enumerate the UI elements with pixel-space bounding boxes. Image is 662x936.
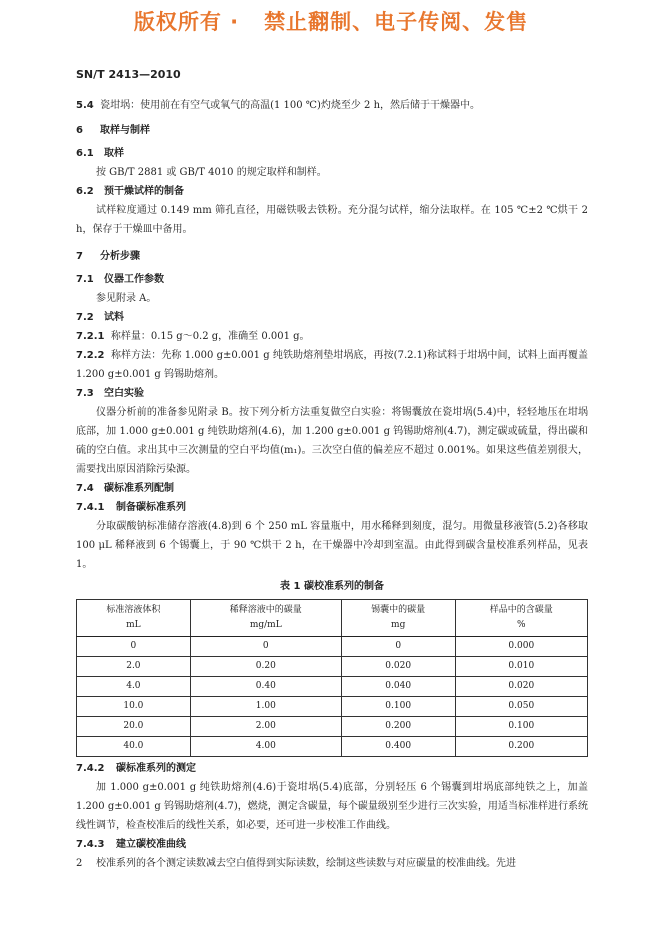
table-cell: 0.400	[341, 737, 455, 757]
column-header	[77, 600, 191, 637]
clause-7-2-1	[76, 327, 588, 346]
clause-7-4-heading	[76, 479, 588, 498]
column-header	[455, 600, 587, 637]
column-header	[341, 600, 455, 637]
clause-7-4-1-heading	[76, 498, 588, 517]
table-row	[77, 657, 588, 677]
table-row	[77, 697, 588, 717]
table-cell: 4.0	[77, 677, 191, 697]
clause-text: 称样量：0.15 g～0.2 g，准确至 0.001 g。	[110, 331, 310, 342]
clause-7-4-3-text: 校准系列的各个测定读数减去空白值得到实际读数，绘制这些读数与对应碳量的校准曲线。先进	[96, 858, 516, 869]
clause-7-1-heading	[76, 270, 588, 289]
clause-6-1-text: 按 GB/T 2881 或 GB/T 4010 的规定取样和制样。	[96, 167, 327, 178]
clause-title: 碳标准系列的测定	[116, 763, 196, 774]
clause-7-1-text: 参见附录 A。	[96, 293, 157, 304]
table-cell: 0.100	[455, 717, 587, 737]
clause-title: 碳标准系列配制	[104, 483, 174, 494]
page-number: 2	[76, 858, 83, 869]
clause-number: 5.4	[76, 100, 94, 111]
clause-text: 瓷坩埚：使用前在有空气或氧气的高温(1 100 ℃)灼烧至少 2 h，然后储于干燥器中。	[100, 100, 481, 111]
table-cell: 40.0	[77, 737, 191, 757]
column-unit: mg	[391, 620, 406, 630]
clause-7-2-2	[76, 346, 588, 384]
clause-number: 7.4.1	[76, 502, 105, 513]
table-cell: 0	[77, 637, 191, 657]
clause-number: 7.4.2	[76, 763, 105, 774]
table-header-row	[77, 600, 588, 637]
column-unit: %	[517, 620, 526, 630]
section-6-heading	[76, 121, 588, 140]
clause-7-4-2-heading	[76, 759, 588, 778]
column-name: 稀释溶液中的碳量	[229, 605, 302, 615]
section-title: 取样与制样	[100, 125, 150, 136]
clause-number: 7.2.2	[76, 350, 105, 361]
table-row	[77, 637, 588, 657]
table-cell: 0.200	[341, 717, 455, 737]
column-unit: mg/mL	[249, 620, 282, 630]
clause-number: 7.4	[76, 483, 94, 494]
clause-7-3-heading	[76, 384, 588, 403]
column-name: 锡囊中的碳量	[371, 605, 426, 615]
table-cell: 1.00	[190, 697, 341, 717]
table-cell: 0.040	[341, 677, 455, 697]
clause-6-1-heading	[76, 144, 588, 163]
clause-title: 试料	[104, 312, 124, 323]
table-cell: 0.20	[190, 657, 341, 677]
clause-number: 7.2	[76, 312, 94, 323]
column-name: 标准溶液体积	[106, 605, 161, 615]
table-cell: 10.0	[77, 697, 191, 717]
table-cell: 0.000	[455, 637, 587, 657]
clause-7-2-heading	[76, 308, 588, 327]
table-1-title: 表 1 碳校准系列的制备	[280, 581, 384, 592]
copyright-watermark: 版权所有 · 禁止翻制、电子传阅、发售	[133, 10, 529, 34]
column-name: 样品中的含碳量	[489, 605, 553, 615]
section-title: 分析步骤	[100, 251, 140, 262]
table-cell: 0.40	[190, 677, 341, 697]
clause-number: 7.1	[76, 274, 94, 285]
clause-number: 6.1	[76, 148, 94, 159]
table-cell: 2.0	[77, 657, 191, 677]
table-cell: 4.00	[190, 737, 341, 757]
table-cell: 0	[190, 637, 341, 657]
table-cell: 2.00	[190, 717, 341, 737]
table-row	[77, 717, 588, 737]
clause-number: 6.2	[76, 186, 94, 197]
clause-text: 称样方法：先称 1.000 g±0.001 g 纯铁助熔剂垫坩埚底，再按(7.2.1)称试料于坩埚中间，试料上面再覆盖 1.200 g±0.001 g 钨锡助熔剂。	[76, 350, 588, 380]
clause-7-4-2-text: 加 1.000 g±0.001 g 纯铁助熔剂(4.6)于瓷坩埚(5.4)底部，分别轻压 6 个锡囊到坩埚底部纯铁之上，加盖 1.200 g±0.001 g 钨锡助熔剂(4.7)，燃烧，测定含碳量，每个碳量级别至少进行三次实验，用适当标准样进行系统线性调节，检查校准后的线性关系，如必要，还可进一步校准工作曲线。	[76, 782, 588, 831]
table-row	[77, 677, 588, 697]
document-body	[76, 96, 588, 873]
table-cell: 0.100	[341, 697, 455, 717]
clause-6-2-text: 试样粒度通过 0.149 mm 筛孔直径，用磁铁吸去铁粉。充分混匀试样，缩分法取样。在 105 ℃±2 ℃烘干 2 h，保存于干燥皿中备用。	[76, 205, 588, 235]
column-unit: mL	[126, 620, 141, 630]
clause-number: 7.4.3	[76, 839, 105, 850]
section-number: 6	[76, 125, 83, 136]
table-cell: 0	[341, 637, 455, 657]
clause-7-3-text: 仪器分析前的准备参见附录 B。按下列分析方法重复做空白实验：将锡囊放在瓷坩埚(5.4)中，轻轻地压在坩埚底部，加 1.000 g±0.001 g 纯铁助熔剂(4.6)，加 1.200 g±0.001 g 钨锡助熔剂(4.7)，测定碳或硫量，得出碳和硫的空白值。求出其中三次测量的空白平均值(m₁)。三次空白值的偏差应不超过 0.001%。如果这些值差别很大，需要找出原因消除污染源。	[76, 407, 588, 475]
clause-title: 空白实验	[104, 388, 144, 399]
table-cell: 0.010	[455, 657, 587, 677]
clause-7-4-1-text: 分取碳酸钠标准储存溶液(4.8)到 6 个 250 mL 容量瓶中，用水稀释到刻度，混匀。用微量移液管(5.2)各移取 100 μL 稀释液到 6 个锡囊上，于 90 ℃烘干 2 h，在干燥器中冷却到室温。由此得到碳含量校准系列样品，见表 1。	[76, 521, 588, 570]
table-cell: 0.020	[341, 657, 455, 677]
table-row	[77, 737, 588, 757]
table-cell: 0.050	[455, 697, 587, 717]
column-header	[190, 600, 341, 637]
section-7-heading	[76, 247, 588, 266]
section-number: 7	[76, 251, 83, 262]
clause-number: 7.3	[76, 388, 94, 399]
standard-number: SN/T 2413—2010	[76, 68, 181, 81]
clause-7-4-3-heading	[76, 835, 588, 854]
table-cell: 20.0	[77, 717, 191, 737]
clause-5-4	[76, 96, 588, 115]
clause-title: 建立碳校准曲线	[116, 839, 186, 850]
clause-number: 7.2.1	[76, 331, 105, 342]
table-cell: 0.020	[455, 677, 587, 697]
clause-title: 制备碳标准系列	[116, 502, 186, 513]
clause-title: 取样	[104, 148, 124, 159]
carbon-calibration-table	[76, 599, 588, 757]
clause-title: 预干燥试样的制备	[104, 186, 184, 197]
clause-title: 仪器工作参数	[104, 274, 164, 285]
clause-6-2-heading	[76, 182, 588, 201]
table-cell: 0.200	[455, 737, 587, 757]
